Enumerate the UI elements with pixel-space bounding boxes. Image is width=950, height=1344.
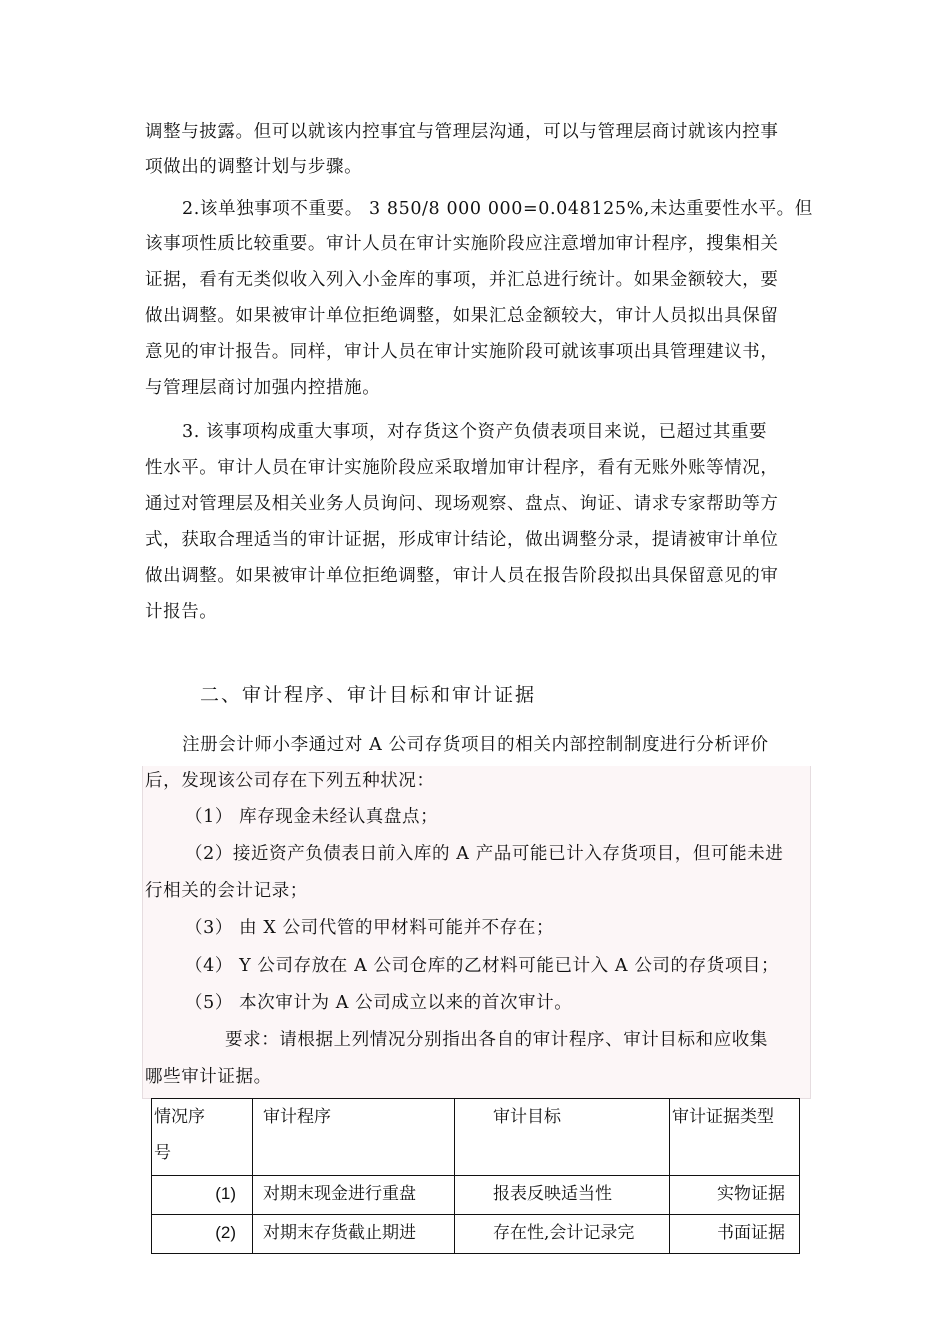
case-line: 要求：请根据上列情况分别指出各自的审计程序、审计目标和应收集 [225, 1030, 768, 1050]
audit-table [151, 1098, 800, 1254]
header-objective: 审计目标 [455, 1099, 670, 1176]
cell-procedure: 对期末存货截止期进 [253, 1215, 455, 1254]
header-case-number [152, 1099, 253, 1176]
section-heading: 二、审计程序、审计目标和审计证据 [200, 684, 537, 706]
header-procedure: 审计程序 [253, 1099, 455, 1176]
case-line: （3） 由 X 公司代管的甲材料可能并不存在； [185, 918, 555, 938]
paragraph-line: 计报告。 [145, 602, 218, 622]
case-line: （1） 库存现金未经认真盘点； [185, 807, 439, 827]
case-line: （2）接近资产负债表日前入库的 A 产品可能已计入存货项目，但可能未进 [185, 844, 784, 864]
paragraph-line: 2.该单独事项不重要。 3 850/8 000 000=0.048125%,未达重要性水平。但 [182, 199, 813, 219]
cell-evidence-type: 实物证据 [670, 1176, 800, 1215]
paragraph-line: 性水平。审计人员在审计实施阶段应采取增加审计程序，看有无账外账等情况， [145, 458, 779, 478]
paragraph-line: 意见的审计报告。同样，审计人员在审计实施阶段可就该事项出具管理建议书， [145, 342, 779, 362]
paragraph-line: 调整与披露。但可以就该内控事宜与管理层沟通，可以与管理层商讨就该内控事 [145, 122, 779, 142]
paragraph-line: 做出调整。如果被审计单位拒绝调整，如果汇总金额较大，审计人员拟出具保留 [145, 306, 779, 326]
cell-procedure: 对期末现金进行重盘 [253, 1176, 455, 1215]
case-line: 哪些审计证据。 [145, 1067, 272, 1087]
header-case-number-line1: 情况序 [154, 1107, 205, 1127]
table-row [152, 1215, 800, 1254]
paragraph-line: 做出调整。如果被审计单位拒绝调整，审计人员在报告阶段拟出具保留意见的审 [145, 566, 779, 586]
paragraph-line: 通过对管理层及相关业务人员询问、现场观察、盘点、询证、请求专家帮助等方 [145, 494, 779, 514]
header-case-number-line2: 号 [154, 1143, 171, 1163]
paragraph-line: 与管理层商讨加强内控措施。 [145, 378, 381, 398]
paragraph-line: 式，获取合理适当的审计证据，形成审计结论，做出调整分录，提请被审计单位 [145, 530, 779, 550]
cell-case-number: (1) [152, 1176, 253, 1215]
case-line: （5） 本次审计为 A 公司成立以来的首次审计。 [185, 993, 573, 1013]
case-line: 注册会计师小李通过对 A 公司存货项目的相关内部控制制度进行分析评价 [182, 735, 769, 755]
paragraph-line: 证据，看有无类似收入列入小金库的事项，并汇总进行统计。如果金额较大，要 [145, 270, 779, 290]
paragraph-line: 该事项性质比较重要。审计人员在审计实施阶段应注意增加审计程序，搜集相关 [145, 234, 779, 254]
paragraph-line: 项做出的调整计划与步骤。 [145, 157, 363, 177]
cell-objective: 存在性,会计记录完 [455, 1215, 670, 1254]
paragraph-line: 3. 该事项构成重大事项，对存货这个资产负债表项目来说，已超过其重要 [182, 422, 768, 442]
cell-case-number: (2) [152, 1215, 253, 1254]
table-header-row [152, 1099, 800, 1176]
case-line: 后，发现该公司存在下列五种状况： [145, 771, 435, 791]
case-line: （4） Y 公司存放在 A 公司仓库的乙材料可能已计入 A 公司的存货项目； [185, 956, 780, 976]
table-row [152, 1176, 800, 1215]
cell-evidence-type: 书面证据 [670, 1215, 800, 1254]
case-line: 行相关的会计记录； [145, 881, 308, 901]
header-evidence-type: 审计证据类型 [670, 1099, 800, 1176]
cell-objective: 报表反映适当性 [455, 1176, 670, 1215]
